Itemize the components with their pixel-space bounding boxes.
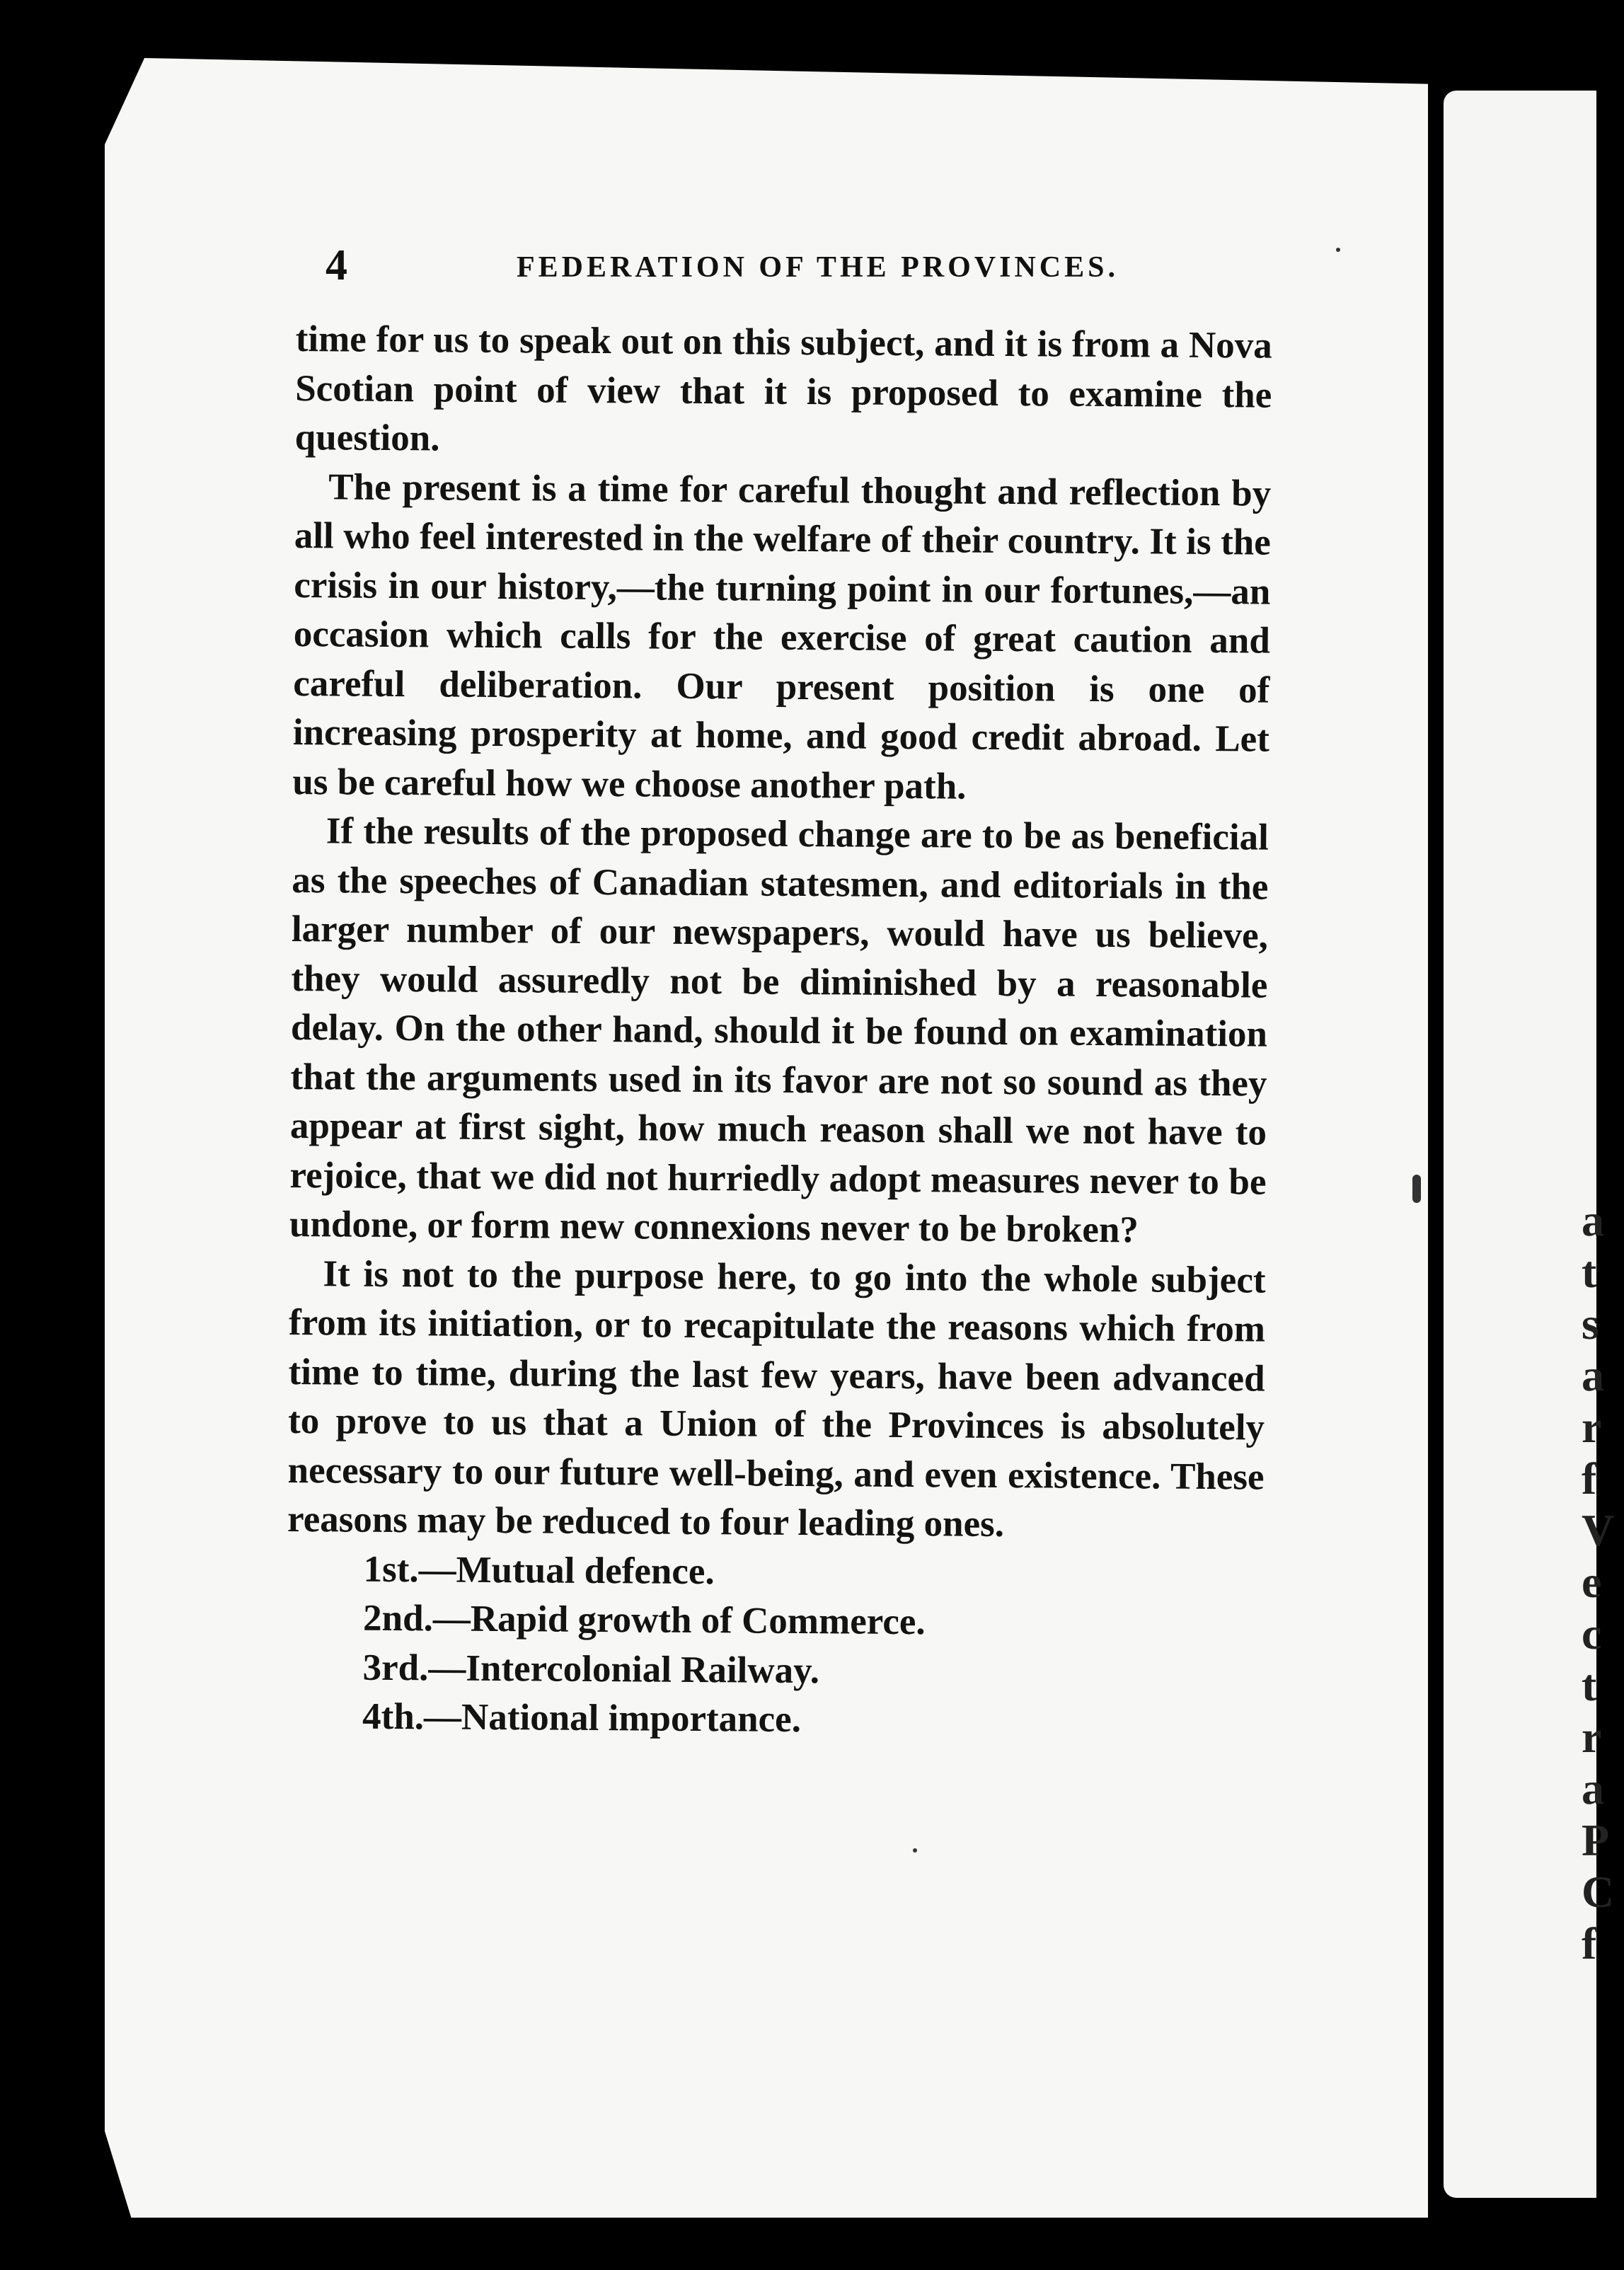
adjacent-letter: P [1582,1815,1610,1865]
reasons-list [286,1544,1264,1748]
paragraph: If the results of the proposed change are to be as beneficial as the speeches of Canadian statesmen, and editorials in the larger number of our newspapers, would have us believe, they would assuredly not be diminished by a reasonable delay. On the other hand, should it be found on examination that the arguments used in its favor are not so sound as they appear at first sight, how much reason shall we not have to rejoice, that we did not hurriedly adopt measures never to be undone, or form new connexions never to be broken? [289,810,1269,1251]
adjacent-letter: r [1582,1402,1602,1452]
adjacent-letter: f [1582,1453,1597,1504]
page-number: 4 [326,241,347,289]
adjacent-letter: C [1582,1867,1615,1917]
list-item: 1st.—Mutual defence. [363,1548,715,1592]
scan-speck [1336,248,1340,252]
adjacent-letter: a [1582,1350,1604,1400]
body-text [286,315,1272,1748]
adjacent-letter: r [1582,1712,1602,1762]
scan-speck [1412,1175,1421,1203]
paragraph: It is not to the purpose here, to go into the whole subject from its initiation, or to recapitulate the reasons which from time to time, during the last few years, have been advanced to prove to us that a Union of the Provinces is absolutely necessary to our future well-being, and even existence. These reasons may be reduced to four leading ones. [287,1252,1266,1545]
list-item: 4th.—National importance. [362,1695,802,1741]
adjacent-letter: a [1582,1763,1604,1814]
running-title: FEDERATION OF THE PROVINCES. [517,251,1119,284]
adjacent-letter: s [1582,1298,1599,1349]
adjacent-letter: t [1582,1247,1597,1297]
adjacent-page-edge [1444,91,1615,2198]
adjacent-letter: a [1582,1195,1604,1245]
adjacent-page-letters [1582,1194,1624,1969]
adjacent-letter: V [1582,1505,1615,1555]
scan-speck [913,1848,917,1853]
paragraph: The present is a time for careful thought and reflection by all who feel interested in the welfare of their country. It is the crisis in our history,—the turning point in our fortunes,—an occasion which calls for the exercise of great caution and careful deliberation. Our present position is one of increasing prosperity at home, and good credit abroad. Let us be careful how we choose another path. [292,466,1272,807]
list-item: 2nd.—Rapid growth of Commerce. [362,1597,926,1643]
list-item: 3rd.—Intercolonial Railway. [362,1647,820,1691]
adjacent-letter: c [1582,1608,1602,1659]
adjacent-letter: t [1582,1660,1597,1710]
paragraph-continuation: time for us to speak out on this subject, and it is from a Nova Scotian point of view that it is proposed to examine the question. [294,318,1272,459]
page-header [326,241,1429,297]
adjacent-letter: e [1582,1557,1602,1607]
adjacent-letter: f [1582,1918,1597,1969]
